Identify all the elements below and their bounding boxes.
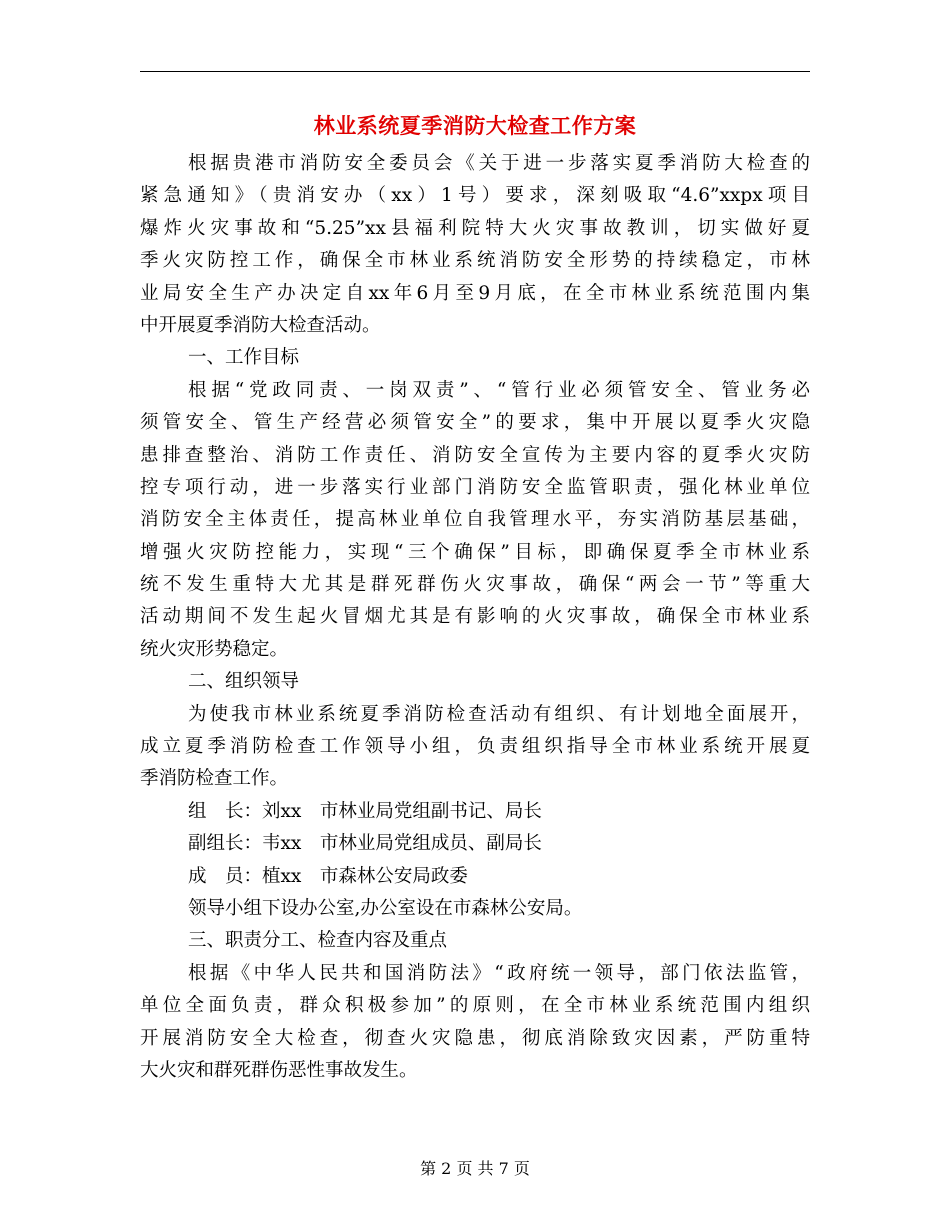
member-role: 副组长：韦xx (188, 833, 302, 855)
section2-line: 季消防检查工作。 (140, 768, 289, 790)
section1-line: 控专项行动，进一步落实行业部门消防安全监管职责，强化林业单位 (140, 476, 810, 498)
section2-line: 为使我市林业系统夏季消防检查活动有组织、有计划地全面展开， (188, 703, 810, 725)
office-note: 领导小组下设办公室,办公室设在市森林公安局。 (188, 897, 583, 919)
header-rule (140, 71, 810, 72)
member-duty: 市森林公安局政委 (319, 865, 468, 887)
section-heading-duties: 三、职责分工、检查内容及重点 (188, 930, 448, 952)
document-title: 林业系统夏季消防大检查工作方案 (313, 114, 637, 138)
intro-line: 业局安全生产办决定自xx年6月至9月底，在全市林业系统范围内集 (140, 282, 810, 304)
section-heading-goals: 一、工作目标 (188, 347, 300, 369)
member-row (140, 828, 810, 860)
member-row (140, 796, 810, 828)
document-body (140, 148, 810, 1087)
section1-line: 消防安全主体责任，提高林业单位自我管理水平，夯实消防基层基础， (140, 509, 810, 531)
intro-line: 爆炸火灾事故和“5.25”xx县福利院特大火灾事故教训，切实做好夏 (140, 217, 810, 239)
member-role: 成 员：植xx (188, 865, 302, 887)
intro-line: 紧急通知》（贵消安办（xx）1号）要求，深刻吸取“4.6”xxpx项目 (140, 185, 810, 207)
section1-line: 活动期间不发生起火冒烟尤其是有影响的火灾事故，确保全市林业系 (140, 606, 810, 628)
section1-line: 统火灾形势稳定。 (140, 638, 289, 660)
member-role: 组 长：刘xx (188, 800, 302, 822)
section1-line: 须管安全、管生产经营必须管安全”的要求，集中开展以夏季火灾隐 (140, 412, 810, 434)
section2-line: 成立夏季消防检查工作领导小组，负责组织指导全市林业系统开展夏 (140, 736, 810, 758)
section1-line: 根据“党政同责、一岗双责”、“管行业必须管安全、管业务必 (188, 379, 810, 401)
section1-line: 增强火灾防控能力，实现“三个确保”目标，即确保夏季全市林业系 (140, 541, 810, 563)
section3-line: 单位全面负责，群众积极参加”的原则，在全市林业系统范围内组织 (140, 995, 810, 1017)
page-number: 第 2 页 共 7 页 (420, 1159, 530, 1178)
section3-line: 开展消防安全大检查，彻查火灾隐患，彻底消除致灾因素，严防重特 (140, 1027, 810, 1049)
section1-line: 统不发生重特大尤其是群死群伤火灾事故，确保“两会一节”等重大 (140, 574, 810, 596)
section1-line: 患排查整治、消防工作责任、消防安全宣传为主要内容的夏季火灾防 (140, 444, 810, 466)
section3-line: 大火灾和群死群伤恶性事故发生。 (140, 1059, 418, 1081)
intro-line: 季火灾防控工作，确保全市林业系统消防安全形势的持续稳定，市林 (140, 250, 810, 272)
section3-line: 根据《中华人民共和国消防法》“政府统一领导，部门依法监管， (188, 962, 810, 984)
member-duty: 市林业局党组副书记、局长 (319, 800, 542, 822)
member-duty: 市林业局党组成员、副局长 (319, 833, 542, 855)
intro-line: 根据贵港市消防安全委员会《关于进一步落实夏季消防大检查的 (188, 153, 810, 174)
intro-line: 中开展夏季消防大检查活动。 (140, 314, 381, 336)
member-row (140, 861, 810, 893)
section-heading-leadership: 二、组织领导 (188, 671, 300, 693)
